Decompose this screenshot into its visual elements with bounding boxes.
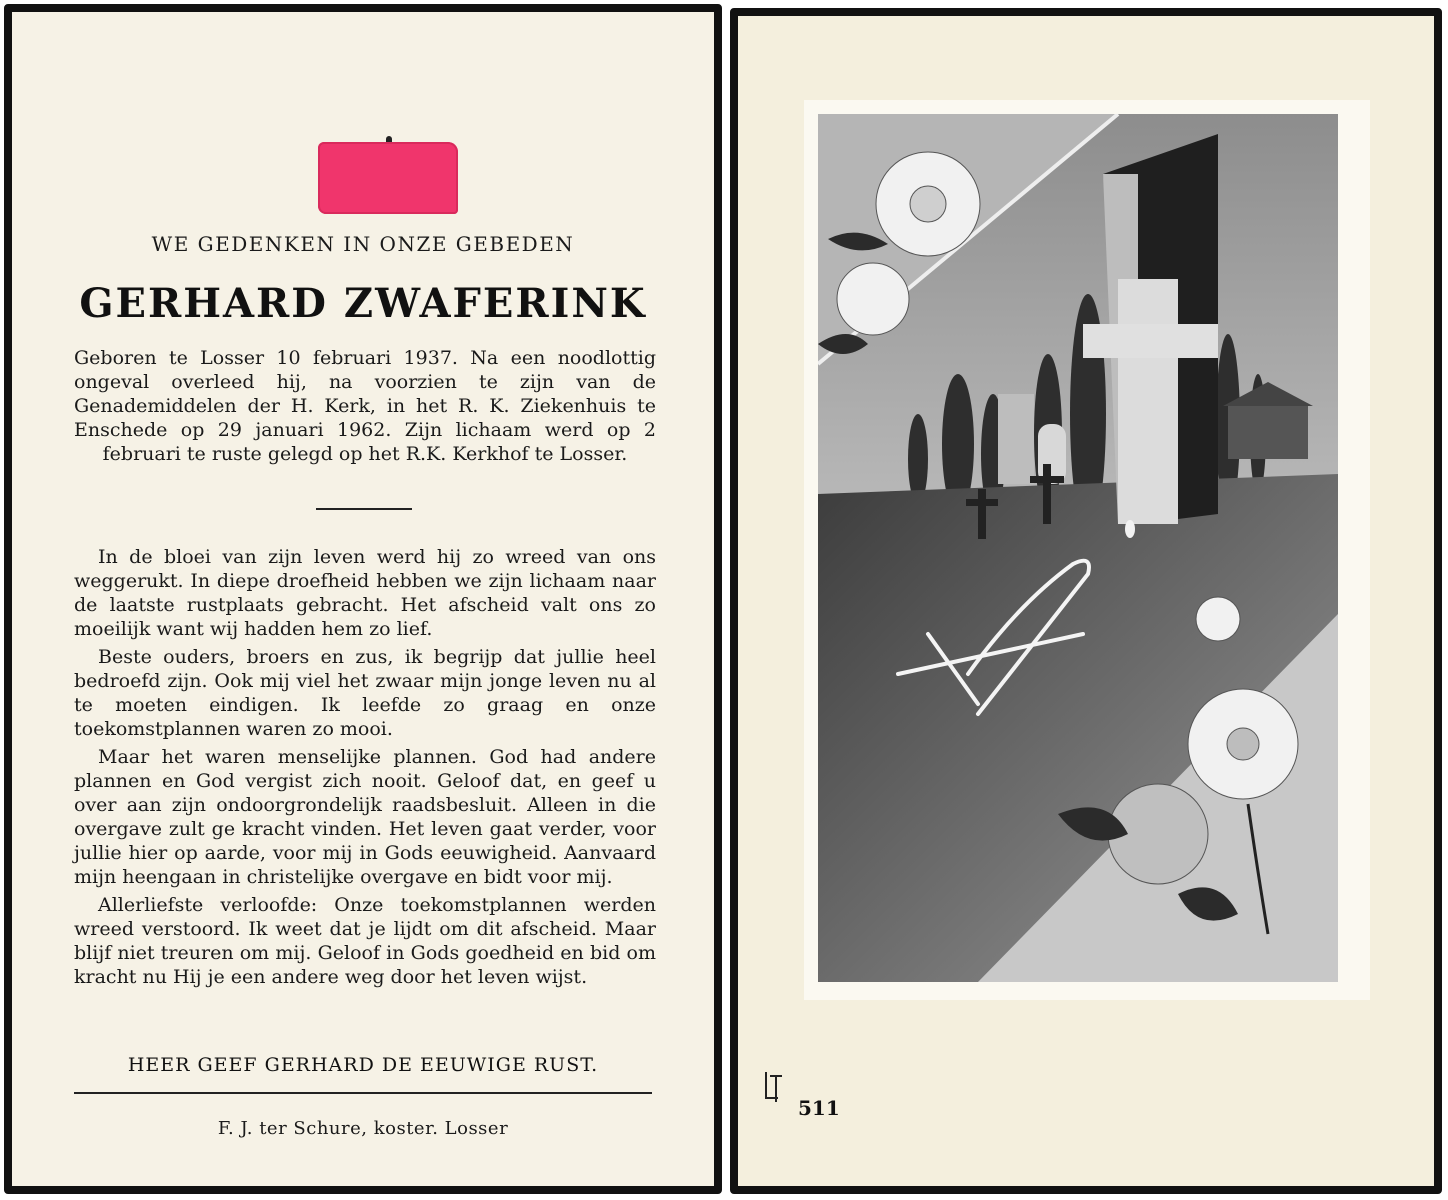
paragraph: Beste ouders, broers en zus, ik begrijp dat jullie heel bedroefd zijn. Ook mij viel het zwaar mijn jonge leven nu al te moeten eindigen. Ik leefde zo graag en onze toekomstplannen waren zo mooi.	[74, 646, 656, 740]
memorial-text	[74, 545, 656, 993]
deceased-name: GERHARD ZWAFERINK	[79, 280, 647, 327]
prayer-card-image-side	[730, 8, 1442, 1194]
closing-prayer: HEER GEEF GERHARD DE EEUWIGE RUST.	[127, 1054, 599, 1076]
biography-text: Geboren te Losser 10 februari 1937. Na een noodlottig ongeval overleed hij, na voorzien te zijn van de Genademiddelen der H. Kerk, in het R. K. Ziekenhuis te Enschede op 29 januari 1962. Zijn lichaam werd op 2 februari te ruste gelegd op het R.K. Kerkhof te Losser.	[74, 347, 656, 465]
paragraph: In de bloei van zijn leven werd hij zo wreed van ons weggerukt. In diepe droefheid hebben we zijn lichaam naar de laatste rustplaats gebracht. Het afscheid valt ons zo moeilijk want wij hadden hem zo lief.	[74, 546, 656, 640]
printer-credit: F. J. ter Schure, koster. Losser	[217, 1118, 509, 1139]
prayer-card-text-side	[4, 4, 722, 1194]
pink-sticker	[318, 142, 458, 214]
paragraph: Allerliefste verloofde: Onze toekomstplannen werden wreed verstoord. Ik weet dat je lijdt om dit afscheid. Maar blijf niet treuren om mij. Geloof in Gods goedheid en bid om kracht nu Hij je een andere weg door het leven wijst.	[74, 894, 656, 988]
divider-short	[316, 508, 412, 510]
card-number: 511	[798, 1096, 840, 1120]
cemetery-cross-flowers-image	[818, 114, 1338, 982]
card-heading: WE GEDENKEN IN ONZE GEBEDEN	[151, 232, 575, 256]
printer-monogram-icon	[762, 1070, 784, 1104]
divider-long	[74, 1092, 652, 1094]
paragraph: Maar het waren menselijke plannen. God had andere plannen en God vergist zich nooit. Geloof dat, en geef u over aan zijn ondoorgrondelijk raadsbesluit. Alleen in die overgave zult ge kracht vinden. Het leven gaat verder, voor jullie hier op aarde, voor mij in Gods eeuwigheid. Aanvaard mijn heengaan in christelijke overgave en bidt voor mij.	[74, 746, 656, 888]
